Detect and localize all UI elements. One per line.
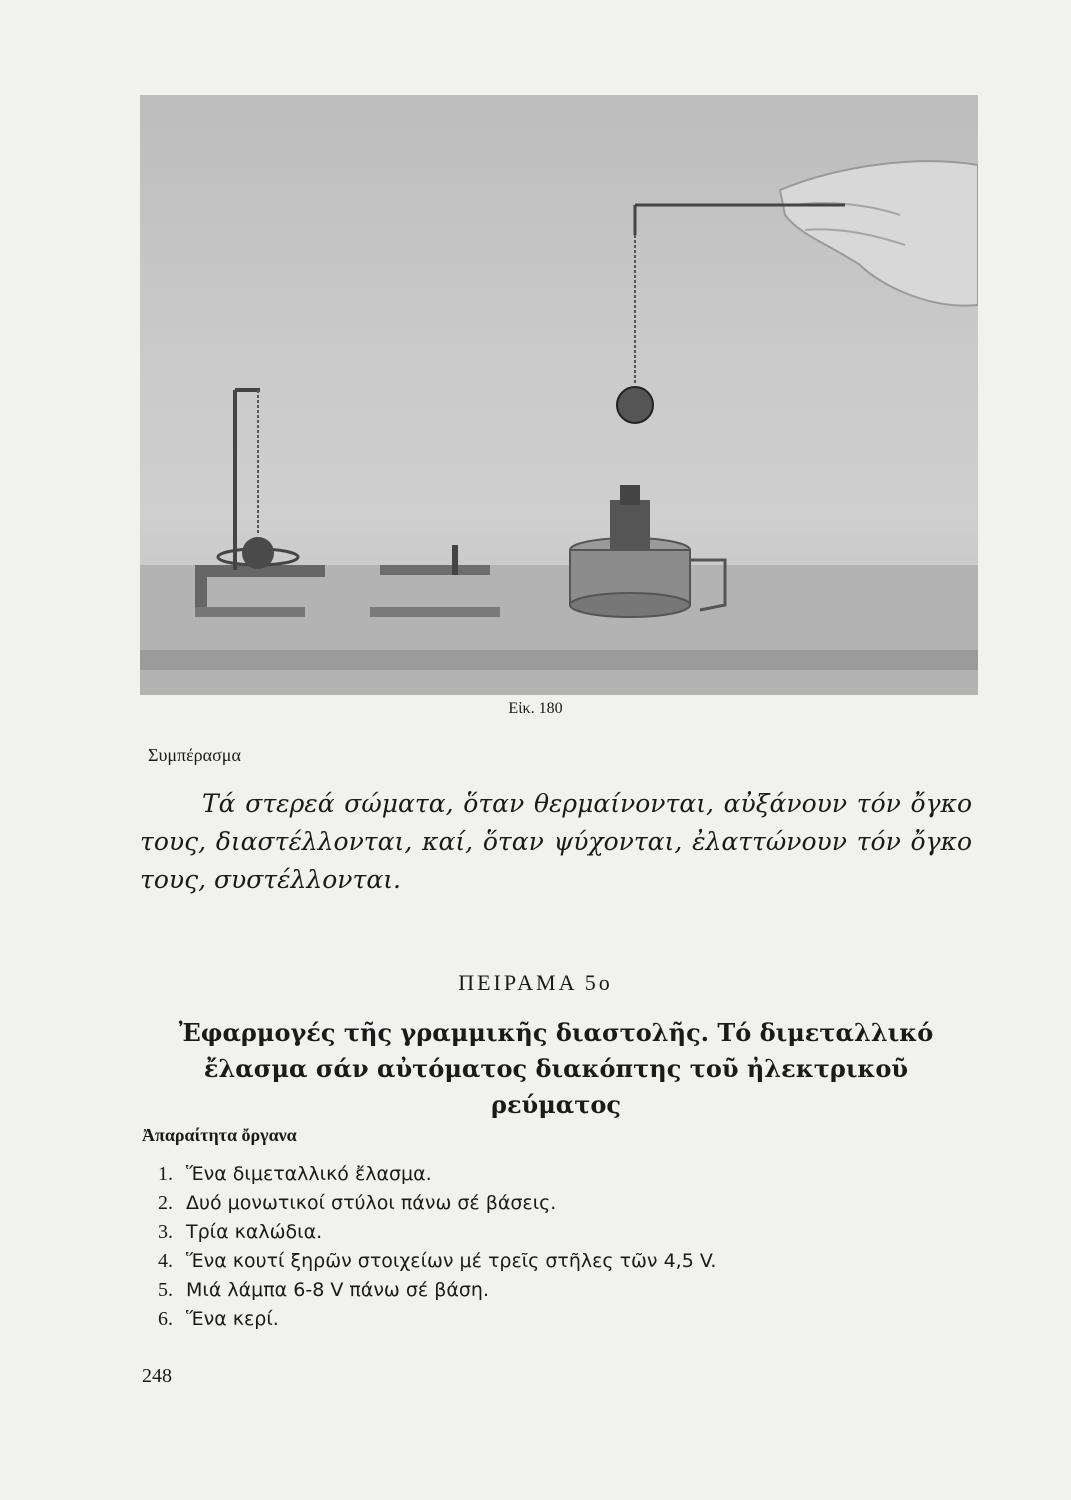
list-item-text: Ἕνα κερί. bbox=[186, 1308, 279, 1330]
list-item-number: 4. bbox=[158, 1250, 173, 1272]
list-item-text: Δυό μονωτικοί στύλοι πάνω σέ βάσεις. bbox=[186, 1192, 557, 1214]
list-item bbox=[158, 1305, 858, 1334]
equipment-list bbox=[158, 1160, 858, 1334]
figure-photo bbox=[140, 95, 978, 695]
list-item bbox=[158, 1160, 858, 1189]
apparatus-illustration bbox=[140, 95, 978, 695]
list-item bbox=[158, 1189, 858, 1218]
conclusion-text: Τά στερεά σώματα, ὅταν θερμαίνονται, αὐξάνουν τόν ὄγκο τους, διαστέλλονται, καί, ὅταν ψύχονται, ἐλαττώνουν τόν ὄγκο τους, συστέλλονται. bbox=[140, 789, 972, 894]
list-item-number: 3. bbox=[158, 1221, 173, 1243]
page-number: 248 bbox=[142, 1365, 172, 1387]
experiment-title: Ἐφαρμογές τῆς γραμμικῆς διαστολῆς. Τό διμεταλλικό ἔλασμα σάν αὐτόματος διακόπτης τοῦ ἠλεκτρικοῦ ρεύματος bbox=[178, 1018, 934, 1119]
list-item-text: Μιά λάμπα 6-8 V πάνω σέ βάση. bbox=[186, 1279, 490, 1301]
list-item bbox=[158, 1247, 858, 1276]
equipment-heading: Ἀπαραίτητα ὄργανα bbox=[142, 1125, 297, 1145]
list-item-number: 2. bbox=[158, 1192, 173, 1214]
conclusion-heading: Συμπέρασμα bbox=[148, 745, 241, 765]
list-item-number: 5. bbox=[158, 1279, 173, 1301]
list-item-number: 6. bbox=[158, 1308, 173, 1330]
experiment-label: ΠΕΙΡΑΜΑ 5ο bbox=[458, 970, 613, 995]
list-item-text: Ἕνα κουτί ξηρῶν στοιχείων μέ τρεῖς στῆλες τῶν 4,5 V. bbox=[186, 1250, 717, 1272]
list-item bbox=[158, 1276, 858, 1305]
list-item bbox=[158, 1218, 858, 1247]
list-item-text: Ἕνα διμεταλλικό ἔλασμα. bbox=[186, 1163, 432, 1185]
list-item-number: 1. bbox=[158, 1163, 173, 1185]
list-item-text: Τρία καλώδια. bbox=[186, 1221, 323, 1243]
figure-caption: Εἰκ. 180 bbox=[508, 700, 563, 717]
